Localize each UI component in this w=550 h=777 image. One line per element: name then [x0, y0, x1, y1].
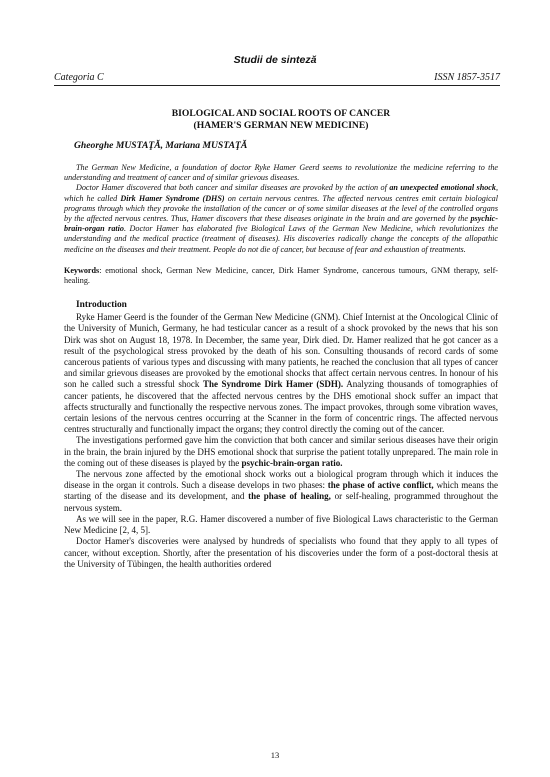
emphasis: Dirk Hamer Syndrome (DHS): [120, 193, 225, 203]
abstract: [64, 163, 498, 255]
emphasis: the phase of healing,: [248, 491, 331, 502]
text-run: The investigations performed gave him the conviction that both cancer and similar serious diseases have their origin in the brain, the brain injured by the DHS emotional shock that surprise the patient totally unprepared. The main role in the coming out of these diseases is played by the: [64, 435, 498, 468]
emphasis: psychic-brain-organ ratio.: [241, 457, 343, 468]
emphasis: The Syndrome Dirk Hamer (SDH).: [202, 379, 344, 390]
keywords-label: Keywords: [64, 265, 100, 275]
text-run: Doctor Hamer discovered that both cancer and similar diseases are provoked by the action of: [76, 183, 390, 193]
category-label: Categoria C: [54, 72, 104, 83]
article-body: [64, 108, 498, 570]
text-run: Ryke Hamer Geerd is the founder of the German New Medicine (GNM). Chief Internist at the Oncological Clinic of the University of Munich, Germany, he had testicular cancer as a result of a shock provoked by the news that his son Dirk was shot on August 18, 1978. In December, the same year, Dirk died. Dr. Hamer realized that he got cancer as a result of the psychological stress provoked by the death of his son. Consulting thousands of record cards of some cancerous patients of various types and discussing with many patients, he reached the conclusion that all types of cancer and similar grievous diseases are provoked by the emotional shocks that affect certain nervous centres. In honour of his son he called such a stressful shock: [64, 312, 498, 390]
text-run: Analyzing thousands of tomographies of cancer patients, he discovered that the affected nervous centres by the DHS emotional shock suffer an impact that affects structurally and functionally the respective nervous zones. The impact provokes, through some vibration waves, certain lesions of the nervous centres occurring at the Scanner in the form of concentric rings. The affected nervous centres structurally and functionally impact the organs; they control directly the coming out of the cancer.: [64, 379, 499, 435]
text-run: which means the starting of the disease and its development, and: [64, 480, 499, 502]
intro-paragraph-5: Doctor Hamer's discoveries were analysed by hundreds of specialists who found that they apply to all types of cancer, without exception. Shortly, after the presentation of his discoveries under the form of a post-doctoral thesis at the University of Tübingen, the health authorities ordered: [64, 536, 498, 569]
abstract-paragraph-1: The German New Medicine, a foundation of doctor Ryke Hamer Geerd seems to revolutionize the medicine referring to the understanding and treatment of cancer and of similar grievous diseases.: [64, 163, 498, 183]
intro-paragraph-4: As we will see in the paper, R.G. Hamer discovered a number of five Biological Laws characteristic to the German New Medicine [2, 4, 5].: [64, 513, 498, 536]
abstract-paragraph-2: [64, 183, 498, 254]
authors: Gheorghe MUSTAŢĂ, Mariana MUSTAŢĂ: [74, 140, 248, 151]
article-title: [64, 108, 498, 131]
header-rule: [54, 85, 500, 86]
keywords: [64, 266, 498, 286]
title-line-2: (HAMER'S GERMAN NEW MEDICINE): [193, 119, 369, 131]
issn-label: ISSN 1857-3517: [434, 72, 500, 83]
title-line-1: BIOLOGICAL AND SOCIAL ROOTS OF CANCER: [171, 108, 391, 119]
journal-section-title: Studii de sinteză: [233, 54, 317, 66]
text-run: or self-healing, programmed throughout the nervous system.: [64, 491, 498, 513]
emphasis: the phase of active conflict,: [327, 480, 434, 491]
text-run: on certain nervous centres. The affected nervous centres emit certain biological programs through which they provoke the installation of the cancer or of some similar diseases at the level of the controlled organs by the affected nervous centres. Thus, Hamer discovers that these diseases originate in the brain and are governed by the: [64, 193, 499, 224]
page-number: 13: [270, 750, 280, 760]
emphasis: an unexpected emotional shock: [389, 183, 496, 193]
introduction-text: [64, 312, 498, 570]
intro-paragraph-3: [64, 469, 498, 514]
keywords-text: : emotional shock, German New Medicine, cancer, Dirk Hamer Syndrome, cancerous tumours, GNM therapy, self-healing.: [64, 265, 498, 286]
running-header: [54, 72, 500, 83]
intro-paragraph-2: [64, 435, 498, 469]
intro-paragraph-1: [64, 312, 498, 435]
emphasis: psychic-brain-organ ratio: [64, 214, 498, 234]
section-heading-introduction: Introduction: [76, 300, 127, 311]
text-run: , which he called: [64, 183, 498, 203]
text-run: . Doctor Hamer has elaborated five Biological Laws of the German New Medicine, which revolutionizes the understanding and the medical practice (treatment of diseases). His discoveries radically change the concepts of the allopathic medicine on the diseases and their treatment. People do not die of cancer, but because of fear and exhaustion of treatments.: [64, 224, 498, 254]
text-run: The nervous zone affected by the emotional shock works out a biological program through which it induces the disease in the organ it controls. Such a disease develops in two phases:: [64, 469, 498, 491]
